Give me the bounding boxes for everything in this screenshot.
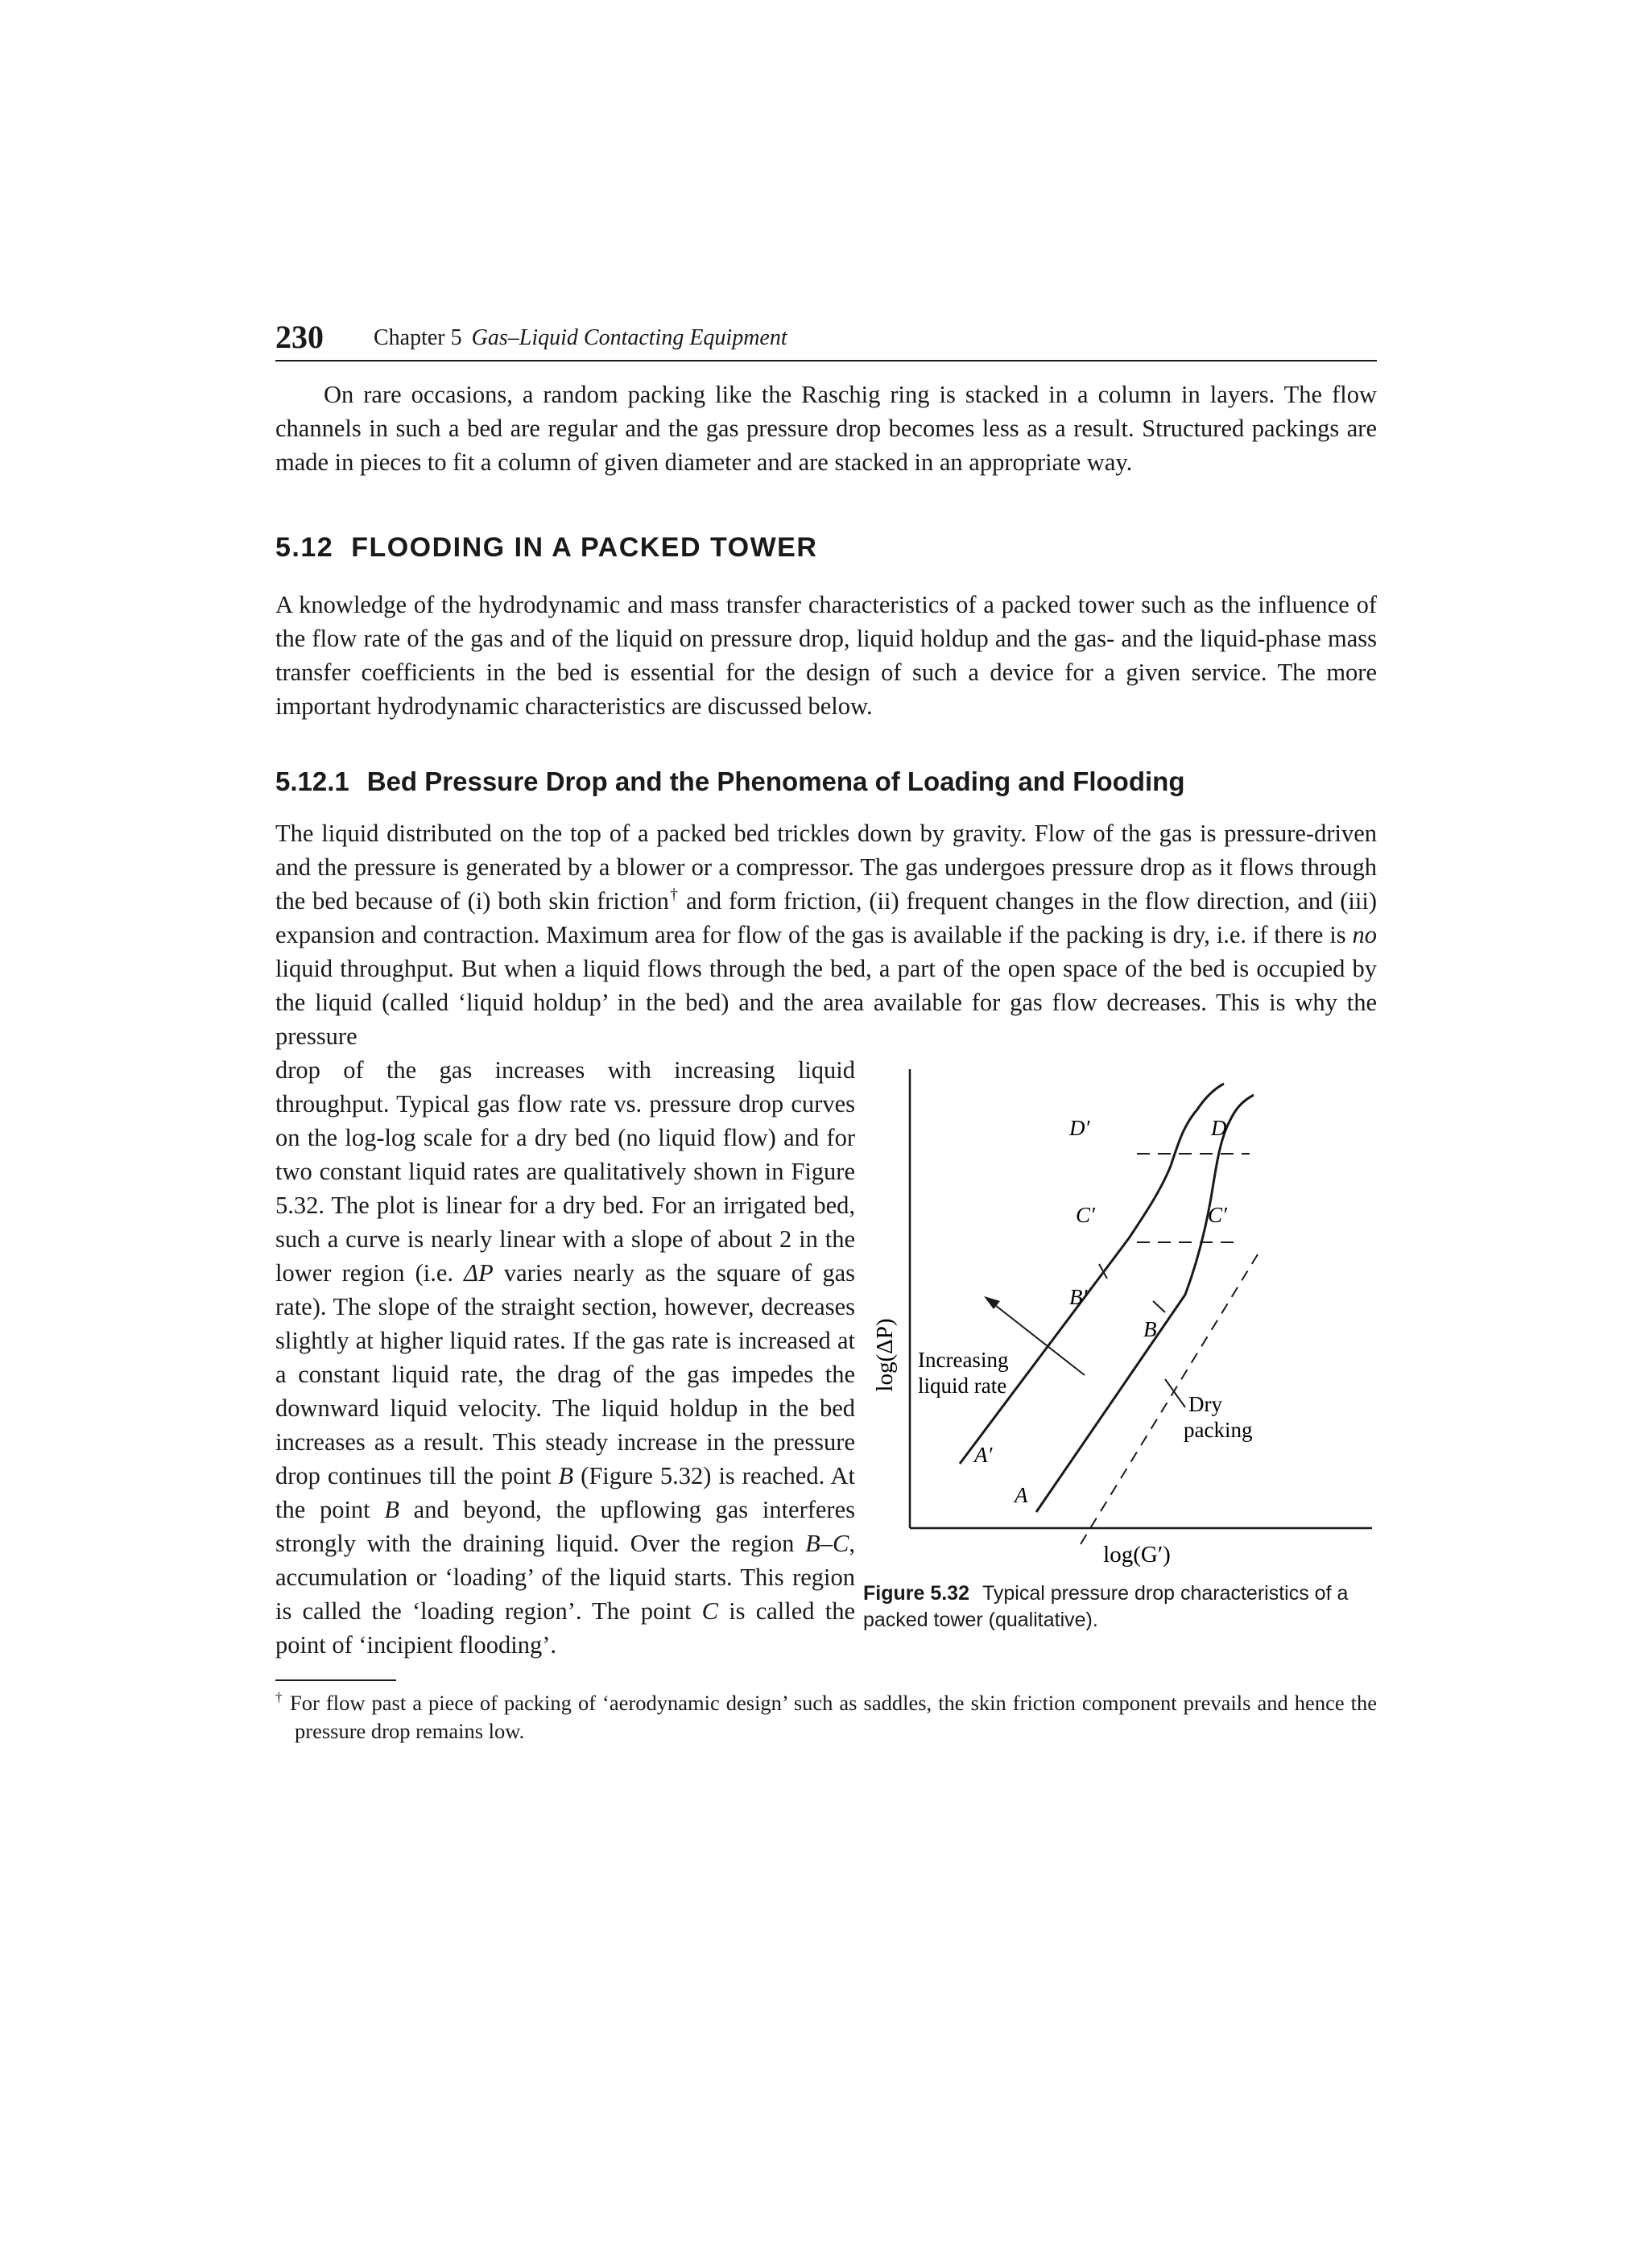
symbol: B–C bbox=[805, 1530, 849, 1557]
text-run: The liquid distributed on the top of a packed bed trickles down by gravity. Flow of the gas is pressure-driven and the pressure is generated by a blower or a compressor. The gas undergoes pressure drop as it flows through the bed because of (i) both skin friction bbox=[275, 820, 1377, 915]
section-number: 5.12 bbox=[275, 532, 334, 563]
emphasis: no bbox=[1352, 921, 1377, 948]
subsection-title: Bed Pressure Drop and the Phenomena of Loading and Flooding bbox=[366, 766, 1185, 796]
section-heading bbox=[275, 532, 1377, 564]
label-a: A bbox=[1015, 1483, 1028, 1507]
caption-label: Figure 5.32 bbox=[863, 1582, 969, 1605]
subsection-paragraph-1 bbox=[275, 816, 1377, 1053]
symbol: ΔP bbox=[464, 1259, 494, 1287]
curve-dry-packing bbox=[1081, 1254, 1258, 1544]
text-run: drop of the gas increases with increasing liquid throughput. Typical gas flow rate vs. pressure drop curves on the log-log scale for a dry bed (no liquid flow) and for two constant liquid rates are qualitatively shown in Figure 5.32. The plot is linear for a dry bed. For an irrigated bed, such a curve is nearly linear with a slope of about 2 in the lower region (i.e. bbox=[275, 1056, 855, 1287]
footnote-mark: † bbox=[275, 1689, 284, 1705]
text-run: is called the point of ‘incipient flooding’. bbox=[275, 1597, 855, 1659]
chapter-label: Chapter 5 bbox=[374, 325, 462, 350]
figure-wrap-block bbox=[275, 1053, 1377, 1662]
symbol: B bbox=[558, 1462, 574, 1489]
text-run: and beyond, the upflowing gas interferes strongly with the draining liquid. Over the region bbox=[275, 1496, 855, 1557]
dry-packing-label-2: packing bbox=[1184, 1418, 1253, 1442]
dry-packing-label-1: Dry bbox=[1188, 1392, 1222, 1416]
running-header bbox=[275, 318, 1377, 361]
label-c: C′ bbox=[1208, 1203, 1227, 1227]
y-axis-label: log(ΔP) bbox=[872, 1318, 898, 1392]
caption-text: Typical pressure drop characteristics of a packed tower (qualitative). bbox=[863, 1582, 1349, 1631]
label-c-prime: C′ bbox=[1076, 1203, 1095, 1227]
running-chapter bbox=[374, 325, 787, 351]
text-run: and form friction, (ii) frequent changes in the flow direction, and (iii) expansion and contraction. Maximum area for flow of the gas is available if the packing is dry, i.e. if there is bbox=[275, 887, 1377, 948]
footnote-rule bbox=[275, 1679, 396, 1681]
footnote-text: For flow past a piece of packing of ‘aerodynamic design’ such as saddles, the skin friction component prevails and hence the pressure drop remains low. bbox=[283, 1691, 1377, 1743]
section-paragraph: A knowledge of the hydrodynamic and mass transfer characteristics of a packed tower such as the influence of the flow rate of the gas and of the liquid on pressure drop, liquid holdup and the gas- and the liquid-phase mass transfer coefficients in the bed is essential for the design of such a device for a given service. The more important hydrodynamic characteristics are discussed below. bbox=[275, 591, 1377, 720]
increasing-rate-label-2: liquid rate bbox=[918, 1374, 1007, 1398]
page bbox=[275, 318, 1377, 1767]
label-b-prime: B′ bbox=[1069, 1285, 1088, 1309]
symbol: B bbox=[384, 1496, 399, 1523]
text-run: , accumulation or ‘loading’ of the liquid starts. This region is called the ‘loading region’. The point bbox=[275, 1530, 855, 1625]
label-d-prime: D′ bbox=[1069, 1116, 1090, 1140]
pressure-drop-diagram bbox=[863, 1053, 1377, 1568]
figure-caption bbox=[863, 1580, 1377, 1634]
tick-b bbox=[1153, 1301, 1165, 1312]
subsection-heading bbox=[275, 766, 1377, 797]
symbol: C bbox=[701, 1597, 718, 1625]
label-d: D bbox=[1211, 1116, 1227, 1140]
footnote-ref[interactable]: † bbox=[668, 886, 680, 904]
chapter-title: Gas–Liquid Contacting Equipment bbox=[471, 325, 787, 350]
dry-packing-leader bbox=[1165, 1379, 1185, 1407]
x-axis-label: log(G′) bbox=[1103, 1542, 1171, 1568]
subsection-paragraph-2 bbox=[275, 1053, 855, 1662]
text-run: liquid throughput. But when a liquid flows through the bed, a part of the open space of the bed is occupied by the liquid (called ‘liquid holdup’ in the bed) and the area available for gas flow decreases. This is why the pressure bbox=[275, 955, 1377, 1050]
page-number: 230 bbox=[275, 319, 324, 355]
figure-5-32 bbox=[863, 1053, 1377, 1697]
label-a-prime: A′ bbox=[974, 1443, 993, 1467]
label-b: B bbox=[1143, 1317, 1157, 1341]
increasing-rate-label-1: Increasing bbox=[918, 1348, 1009, 1372]
subsection-number: 5.12.1 bbox=[275, 766, 349, 796]
text-run: varies nearly as the square of gas rate). The slope of the straight section, however, decreases slightly at higher liquid rates. If the gas rate is increased at a constant liquid rate, the drag of the gas impedes the downward liquid velocity. The liquid holdup in the bed increases as a result. This steady increase in the pressure drop continues till the point bbox=[275, 1259, 855, 1489]
section-title: FLOODING IN A PACKED TOWER bbox=[351, 532, 818, 563]
text-run: (Figure 5.32) is reached. At the point bbox=[275, 1462, 855, 1523]
intro-paragraph: On rare occasions, a random packing like the Raschig ring is stacked in a column in layers. The flow channels in such a bed are regular and the gas pressure drop becomes less as a result. Structured packings are made in pieces to fit a column of given diameter and are stacked in an appropriate way. bbox=[275, 381, 1377, 476]
footnote bbox=[275, 1689, 1377, 1745]
